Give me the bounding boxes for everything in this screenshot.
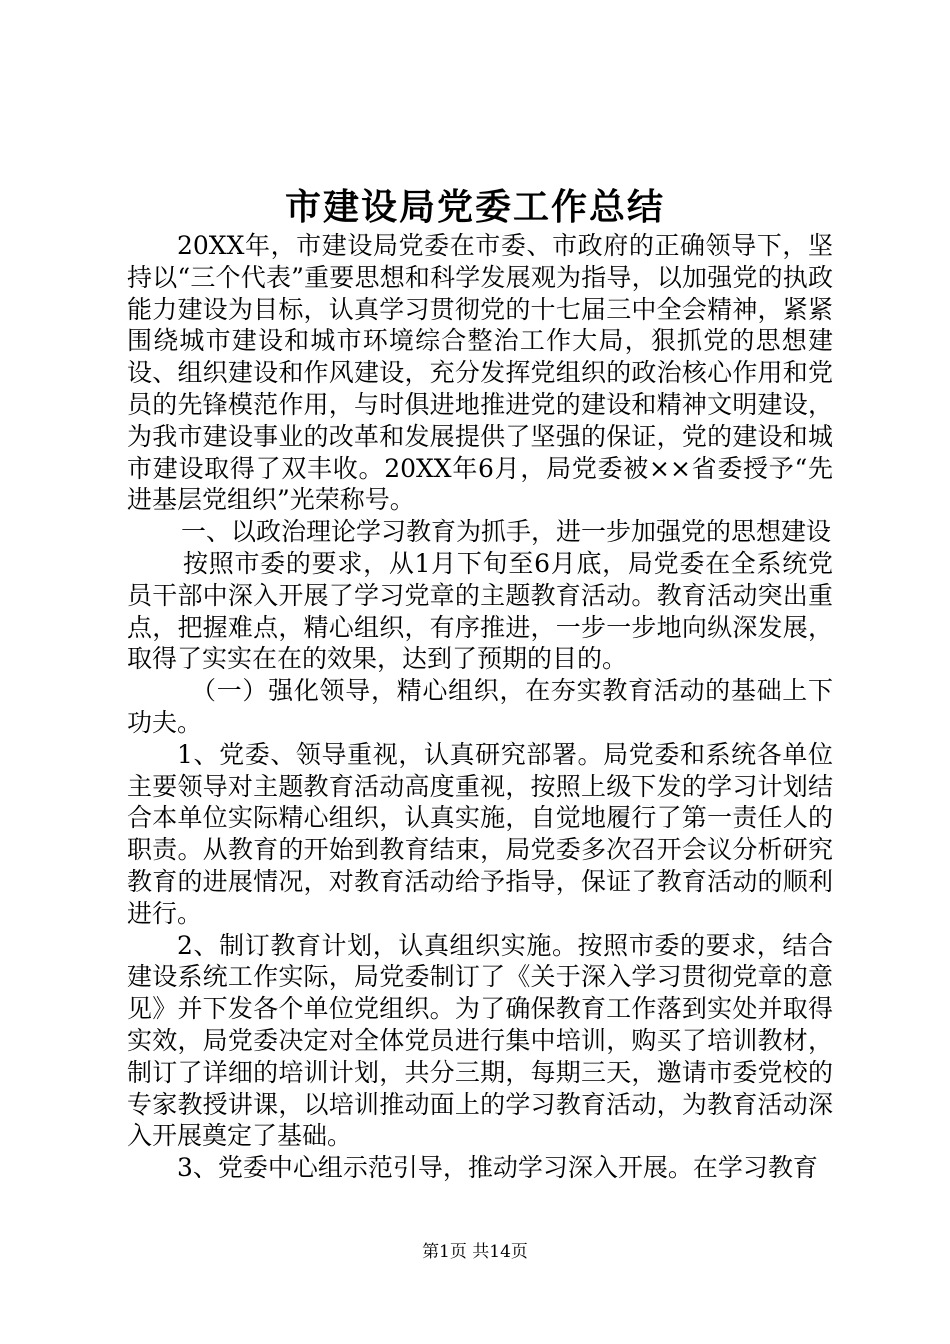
section-heading-1: 一、以政治理论学习教育为抓手，进一步加强党的思想建设	[181, 517, 832, 547]
page-footer: 第1页 共14页	[422, 1242, 528, 1262]
document-title: 市建设局党委工作总结	[284, 186, 665, 228]
paragraph-item-3: 3、党委中心组示范引导，推动学习深入开展。在学习教育	[177, 1153, 818, 1183]
paragraph-item-2: 2、制订教育计划，认真组织实施。按照市委的要求，结合建设系统工作实际，局党委制订了《关于深入学习贯彻党章的意见》并下发各个单位党组织。为了确保教育工作落到实处并取得实效，局党委决定对全体党员进行集中培训，购买了培训教材，制订了详细的培训计划，共分三期，每期三天，邀请市委党校的专家教授讲课，以培训推动面上的学习教育活动，为教育活动深入开展奠定了基础。	[127, 930, 833, 1151]
paragraph-item-1: 1、党委、领导重视，认真研究部署。局党委和系统各单位主要领导对主题教育活动高度重视，按照上级下发的学习计划结合本单位实际精心组织，认真实施，自觉地履行了第一责任人的职责。从教育的开始到教育结束，局党委多次召开会议分析研究教育的进展情况，对教育活动给予指导，保证了教育活动的顺利进行。	[127, 739, 833, 928]
paragraph-section-1: 按照市委的要求，从1月下旬至6月底，局党委在全系统党员干部中深入开展了学习党章的主题教育活动。教育活动突出重点，把握难点，精心组织，有序推进，一步一步地向纵深发展，取得了实实在在的效果，达到了预期的目的。	[127, 548, 833, 674]
paragraph-intro: 20XX年，市建设局党委在市委、市政府的正确领导下，坚持以“三个代表”重要思想和科学发展观为指导，以加强党的执政能力建设为目标，认真学习贯彻党的十七届三中全会精神，紧紧围绕城市建设和城市环境综合整治工作大局，狠抓党的思想建设、组织建设和作风建设，充分发挥党组织的政治核心作用和党员的先锋模范作用，与时俱进地推进党的建设和精神文明建设，为我市建设事业的改革和发展提供了坚强的保证，党的建设和城市建设取得了双丰收。20XX年6月，局党委被××省委授予“先进基层党组织”光荣称号。	[127, 231, 833, 515]
subsection-heading-1: （一）强化领导，精心组织，在夯实教育活动的基础上下功夫。	[127, 676, 833, 737]
document-body	[127, 230, 833, 1184]
